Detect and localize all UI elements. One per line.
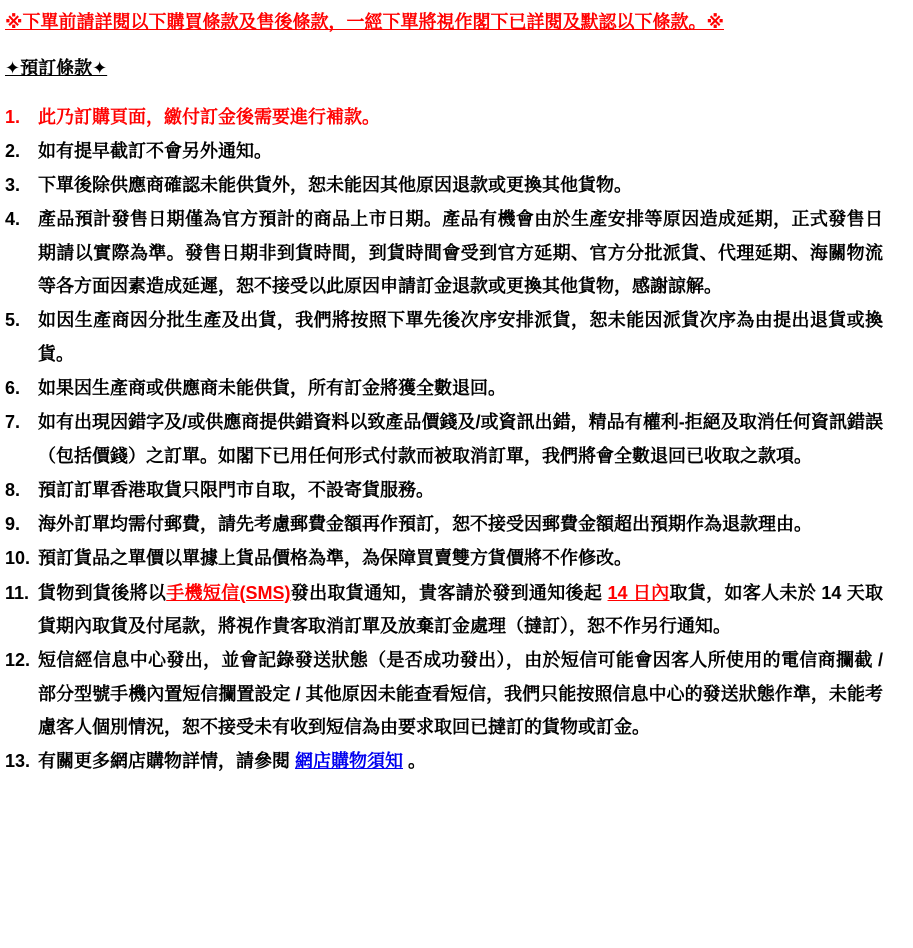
term-text (38, 745, 883, 778)
term-item (5, 135, 883, 168)
term-text-segment: 如因生產商因分批生產及出貨，我們將按照下單先後次序安排派貨，恕未能因派貨次序為由提出退貨或換貨。 (38, 310, 883, 364)
term-number: 12. (5, 650, 31, 671)
term-text (38, 508, 883, 541)
term-text (38, 304, 883, 371)
term-item (5, 406, 883, 473)
term-text-segment: 預訂訂單香港取貨只限門市自取，不設寄貨服務。 (38, 479, 434, 500)
term-item (5, 577, 883, 644)
term-text (38, 577, 883, 644)
sms-highlight: 手機短信(SMS) (166, 582, 291, 603)
term-text (38, 542, 883, 575)
term-text-segment: 產品預計發售日期僅為官方預計的商品上市日期。產品有機會由於生產安排等原因造成延期，正式發售日期請以實際為準。發售日期非到貨時間，到貨時間會受到官方延期、官方分批派貨、代理延期、海關物流等各方面因素造成延遲，恕不接受以此原因申請訂金退款或更換其他貨物，感謝諒解。 (38, 209, 883, 297)
term-text-segment: 如有出現因錯字及/或供應商提供錯資料以致產品價錢及/或資訊出錯，精品有權利-拒絕及取消任何資訊錯誤（包括價錢）之訂單。如閣下已用任何形式付款而被取消訂單，我們將會全數退回已收取之款項。 (38, 412, 883, 466)
term-item (5, 644, 883, 744)
term-item (5, 474, 883, 507)
term-text-segment: 如果因生產商或供應商未能供貨，所有訂金將獲全數退回。 (38, 377, 506, 398)
term-text-segment: 發出取貨通知，貴客請於發到通知後起 (290, 582, 608, 603)
purchase-notice-title: ※下單前請詳閱以下購買條款及售後條款，一經下單將視作閣下已詳閱及默認以下條款。※ (5, 12, 724, 32)
term-text (38, 169, 883, 202)
term-text-segment: 海外訂單均需付郵費，請先考慮郵費金額再作預訂，恕不接受因郵費金額超出預期作為退款理由。 (38, 514, 812, 535)
term-item (5, 169, 883, 202)
term-number: 11. (5, 582, 30, 603)
term-text-segment: 有關更多網店購物詳情，請參閱 (38, 751, 295, 772)
term-number: 10. (5, 548, 31, 569)
term-text-segment: 。 (403, 751, 427, 772)
term-text-segment: 此乃訂購頁面，繳付訂金後需要進行補款。 (38, 106, 380, 127)
term-text-segment: 短信經信息中心發出，並會記錄發送狀態（是否成功發出），由於短信可能會因客人所使用的電信商攔截 / 部分型號手機內置短信攔置設定 / 其他原因未能查看短信，我們只能按照信息中心的發送狀態作準，未能考慮客人個別情況，恕不接受未有收到短信為由要求取回已撻訂的貨物或訂金。 (38, 650, 883, 737)
shop-guide-link[interactable]: 網店購物須知 (295, 751, 403, 772)
term-text (38, 203, 883, 303)
term-item (5, 304, 883, 371)
term-number: 3. (5, 175, 21, 196)
term-number: 13. (5, 751, 31, 772)
term-item (5, 745, 883, 778)
term-number: 1. (5, 106, 21, 127)
term-text-segment: 下單後除供應商確認未能供貨外，恕未能因其他原因退款或更換其他貨物。 (38, 175, 632, 196)
pickup-deadline-highlight: 14 日內 (607, 582, 670, 603)
term-number: 5. (5, 310, 21, 331)
term-text-segment: 取貨，如客人未於 14 天取貨期內取貨及付尾款，將視作貴客取消訂單及放棄訂金處理（撻訂），恕不作另行通知。 (38, 582, 884, 637)
term-number: 7. (5, 412, 21, 433)
term-text (38, 135, 883, 168)
terms-list (5, 101, 883, 779)
term-number: 6. (5, 377, 21, 398)
term-text (38, 101, 883, 134)
preorder-terms-heading: ✦預訂條款✦ (5, 58, 108, 79)
term-number: 4. (5, 209, 21, 230)
term-text (38, 644, 883, 744)
term-item (5, 203, 883, 303)
term-text (38, 372, 883, 405)
term-number: 2. (5, 140, 21, 161)
term-item (5, 508, 883, 541)
term-text (38, 406, 883, 473)
term-number: 9. (5, 514, 21, 535)
term-item (5, 542, 883, 575)
term-number: 8. (5, 479, 21, 500)
term-text (38, 474, 883, 507)
term-text-segment: 貨物到貨後將以 (38, 582, 167, 603)
term-item (5, 101, 883, 134)
term-text-segment: 預訂貨品之單價以單據上貨品價格為準，為保障買賣雙方貨價將不作修改。 (38, 548, 632, 569)
term-text-segment: 如有提早截訂不會另外通知。 (38, 140, 272, 161)
term-item (5, 372, 883, 405)
